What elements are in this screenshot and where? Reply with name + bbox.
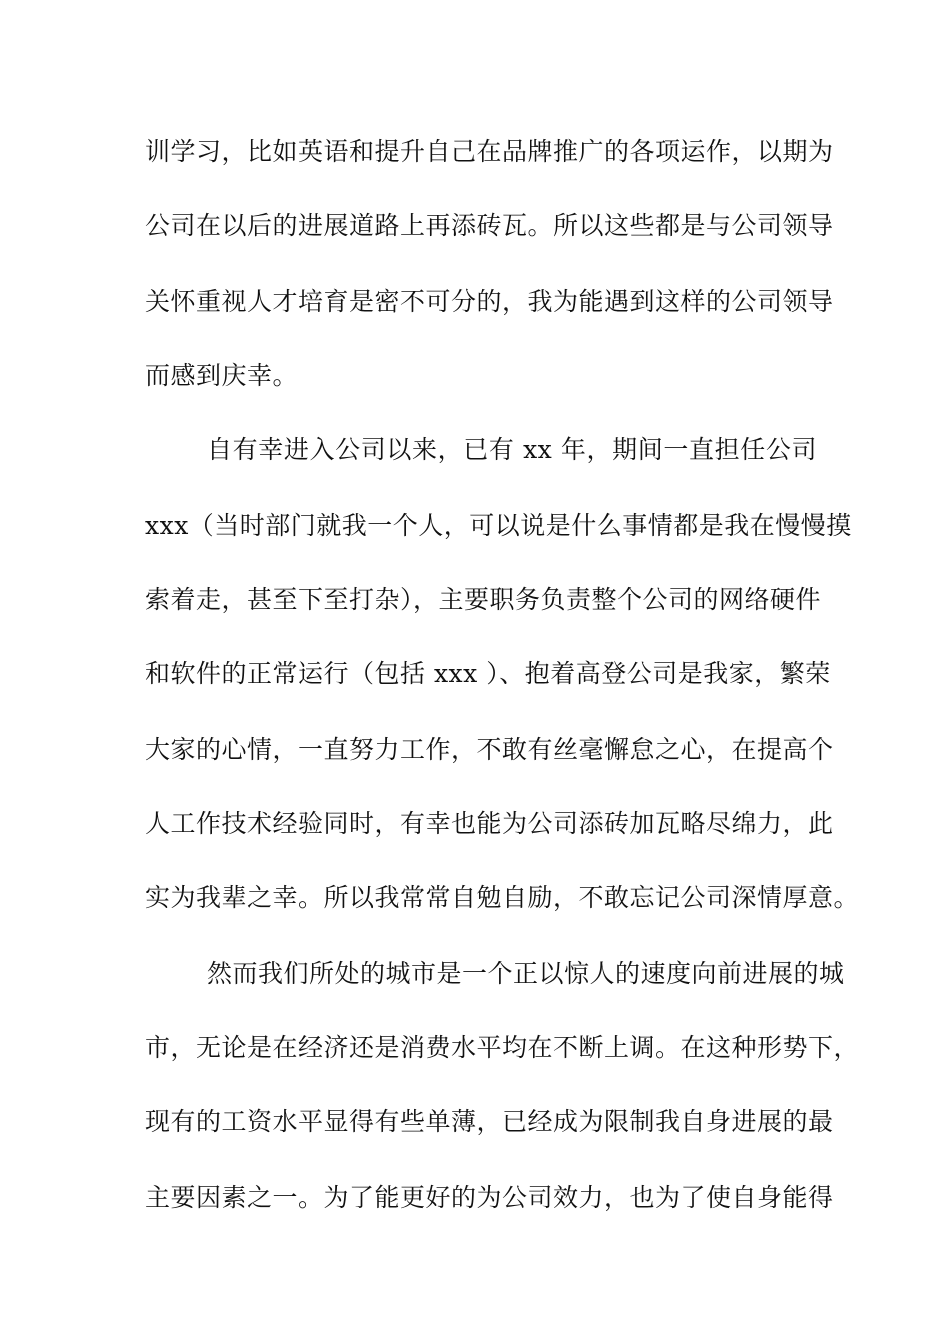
paragraph-line: 和软件的正常运行（包括 xxx ）、抱着高登公司是我家，繁荣 xyxy=(145,659,831,688)
paragraph-line: 训学习，比如英语和提升自己在品牌推广的各项运作，以期为 xyxy=(145,137,834,166)
paragraph-line: 而感到庆幸。 xyxy=(145,361,299,390)
paragraph-line: 自有幸进入公司以来，已有 xx 年，期间一直担任公司 xyxy=(207,435,817,464)
paragraph-line: 主要因素之一。为了能更好的为公司效力，也为了使自身能得 xyxy=(145,1183,834,1212)
paragraph-line: 关怀重视人才培育是密不可分的，我为能遇到这样的公司领导 xyxy=(145,287,834,316)
paragraph-line: 市，无论是在经济还是消费水平均在不断上调。在这种形势下， xyxy=(145,1033,860,1062)
paragraph-line: 现有的工资水平显得有些单薄，已经成为限制我自身进展的最 xyxy=(145,1107,834,1136)
paragraph-line: 索着走，甚至下至打杂），主要职务负责整个公司的网络硬件 xyxy=(145,585,822,614)
paragraph-line: xxx（当时部门就我一个人，可以说是什么事情都是我在慢慢摸 xyxy=(145,511,852,540)
paragraph-line: 公司在以后的进展道路上再添砖瓦。所以这些都是与公司领导 xyxy=(145,211,834,240)
paragraph-line: 大家的心情，一直努力工作，不敢有丝毫懈怠之心，在提高个 xyxy=(145,735,834,764)
paragraph-line: 人工作技术经验同时，有幸也能为公司添砖加瓦略尽绵力，此 xyxy=(145,809,834,838)
paragraph-line: 实为我辈之幸。所以我常常自勉自励，不敢忘记公司深情厚意。 xyxy=(145,883,860,912)
paragraph-line: 然而我们所处的城市是一个正以惊人的速度向前进展的城 xyxy=(207,959,845,988)
